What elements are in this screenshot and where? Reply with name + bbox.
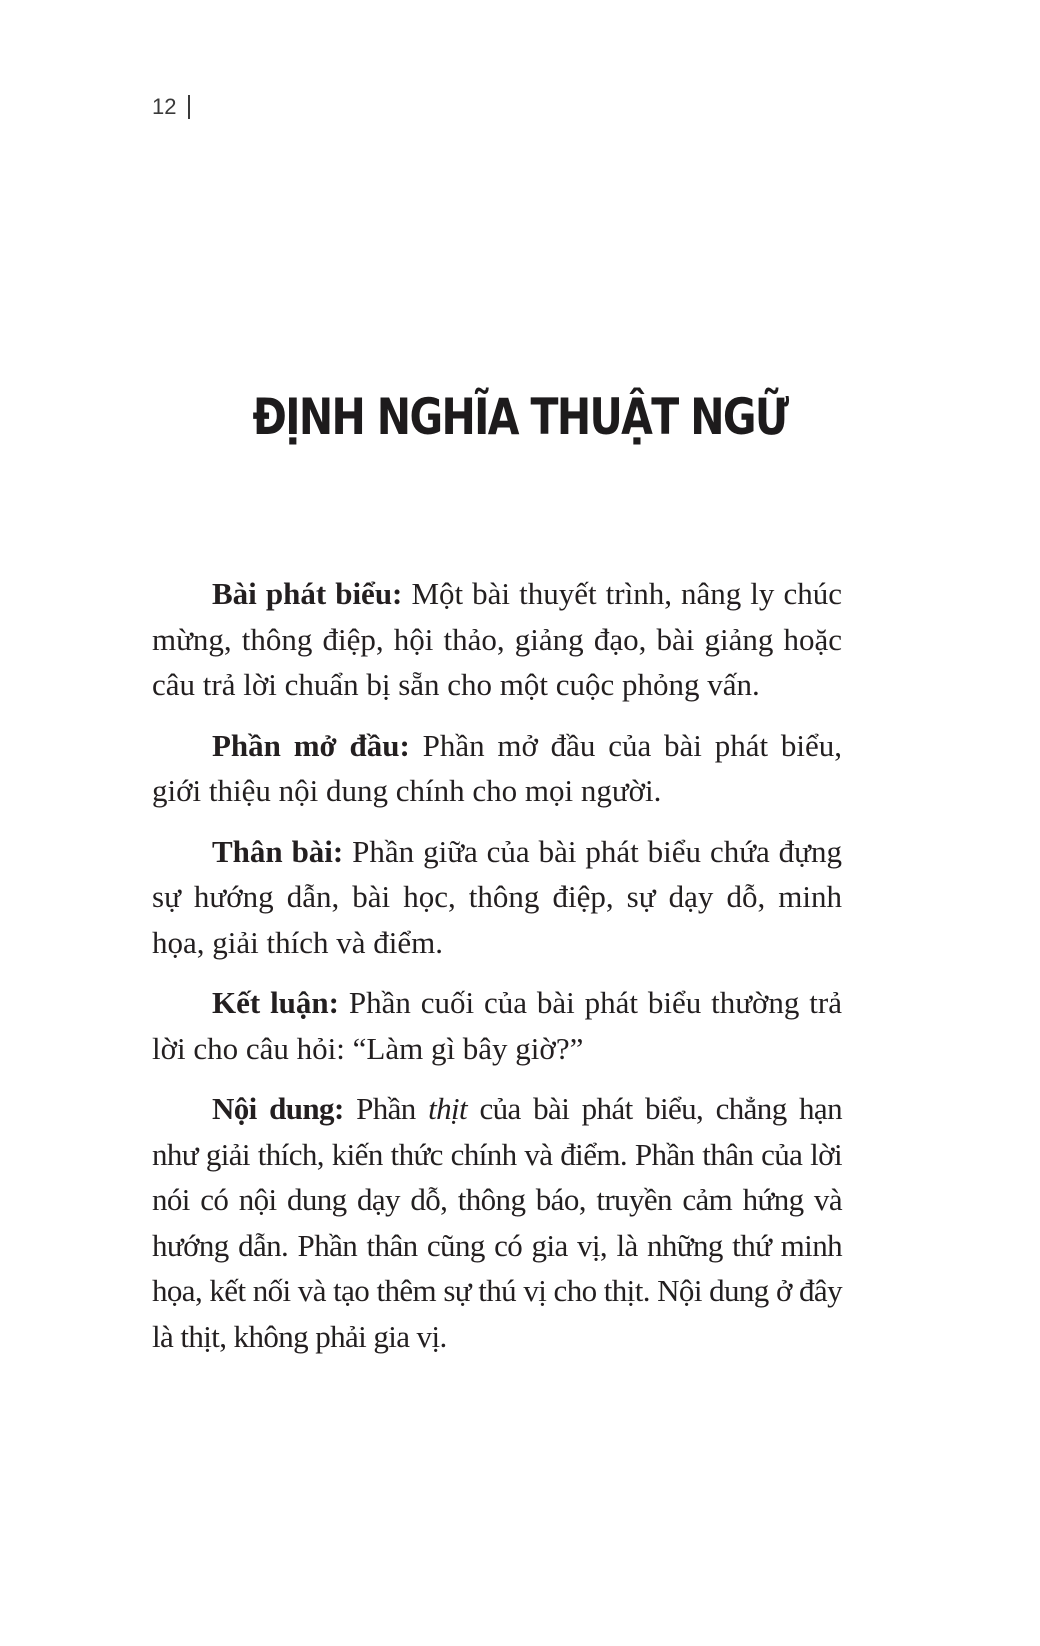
chapter-title: ĐỊNH NGHĨA THUẬT NGỮ [252,388,788,446]
definition-conclusion [152,980,842,1071]
page-number: 12 [152,94,177,119]
definition-text: Phần cuối của bài phát biểu thường trả lời cho câu hỏi: “Làm gì bây giờ?” [152,985,842,1066]
definition-text: của bài phát biểu, chẳng hạn như giải thích, kiến thức chính và điểm. Phần thân của lời nói có nội dung dạy dỗ, thông báo, truyền cảm hứng và hướng dẫn. Phần thân cũng có gia vị, là những thứ minh họa, kết nối và tạo thêm sự thú vị cho thịt. Nội dung ở đây là thịt, không phải gia vị. [152,1091,842,1354]
term-label: Kết luận: [212,985,339,1020]
definition-text: Phần giữa của bài phát biểu chứa đựng sự hướng dẫn, bài học, thông điệp, sự dạy dỗ, minh họa, giải thích và điểm. [152,833,842,960]
definitions-body [152,571,842,1374]
definition-emphasis: thịt [428,1091,468,1126]
header-divider [188,95,190,119]
term-label: Thân bài: [212,833,344,869]
definition-speech [152,571,842,708]
definition-text: Phần [343,1091,429,1126]
definition-body [152,829,842,966]
term-label: Phần mở đầu: [212,727,410,763]
definition-introduction [152,723,842,814]
running-header [152,94,190,120]
definition-text: Một bài thuyết trình, nâng ly chúc mừng, thông điệp, hội thảo, giảng đạo, bài giảng hoặc câu trả lời chuẩn bị sẵn cho một cuộc phỏng vấn. [152,576,842,702]
definition-content [152,1086,842,1359]
term-label: Nội dung: [212,1091,344,1126]
term-label: Bài phát biểu: [212,576,403,611]
definition-text: Phần mở đầu của bài phát biểu, giới thiệu nội dung chính cho mọi người. [152,727,842,808]
